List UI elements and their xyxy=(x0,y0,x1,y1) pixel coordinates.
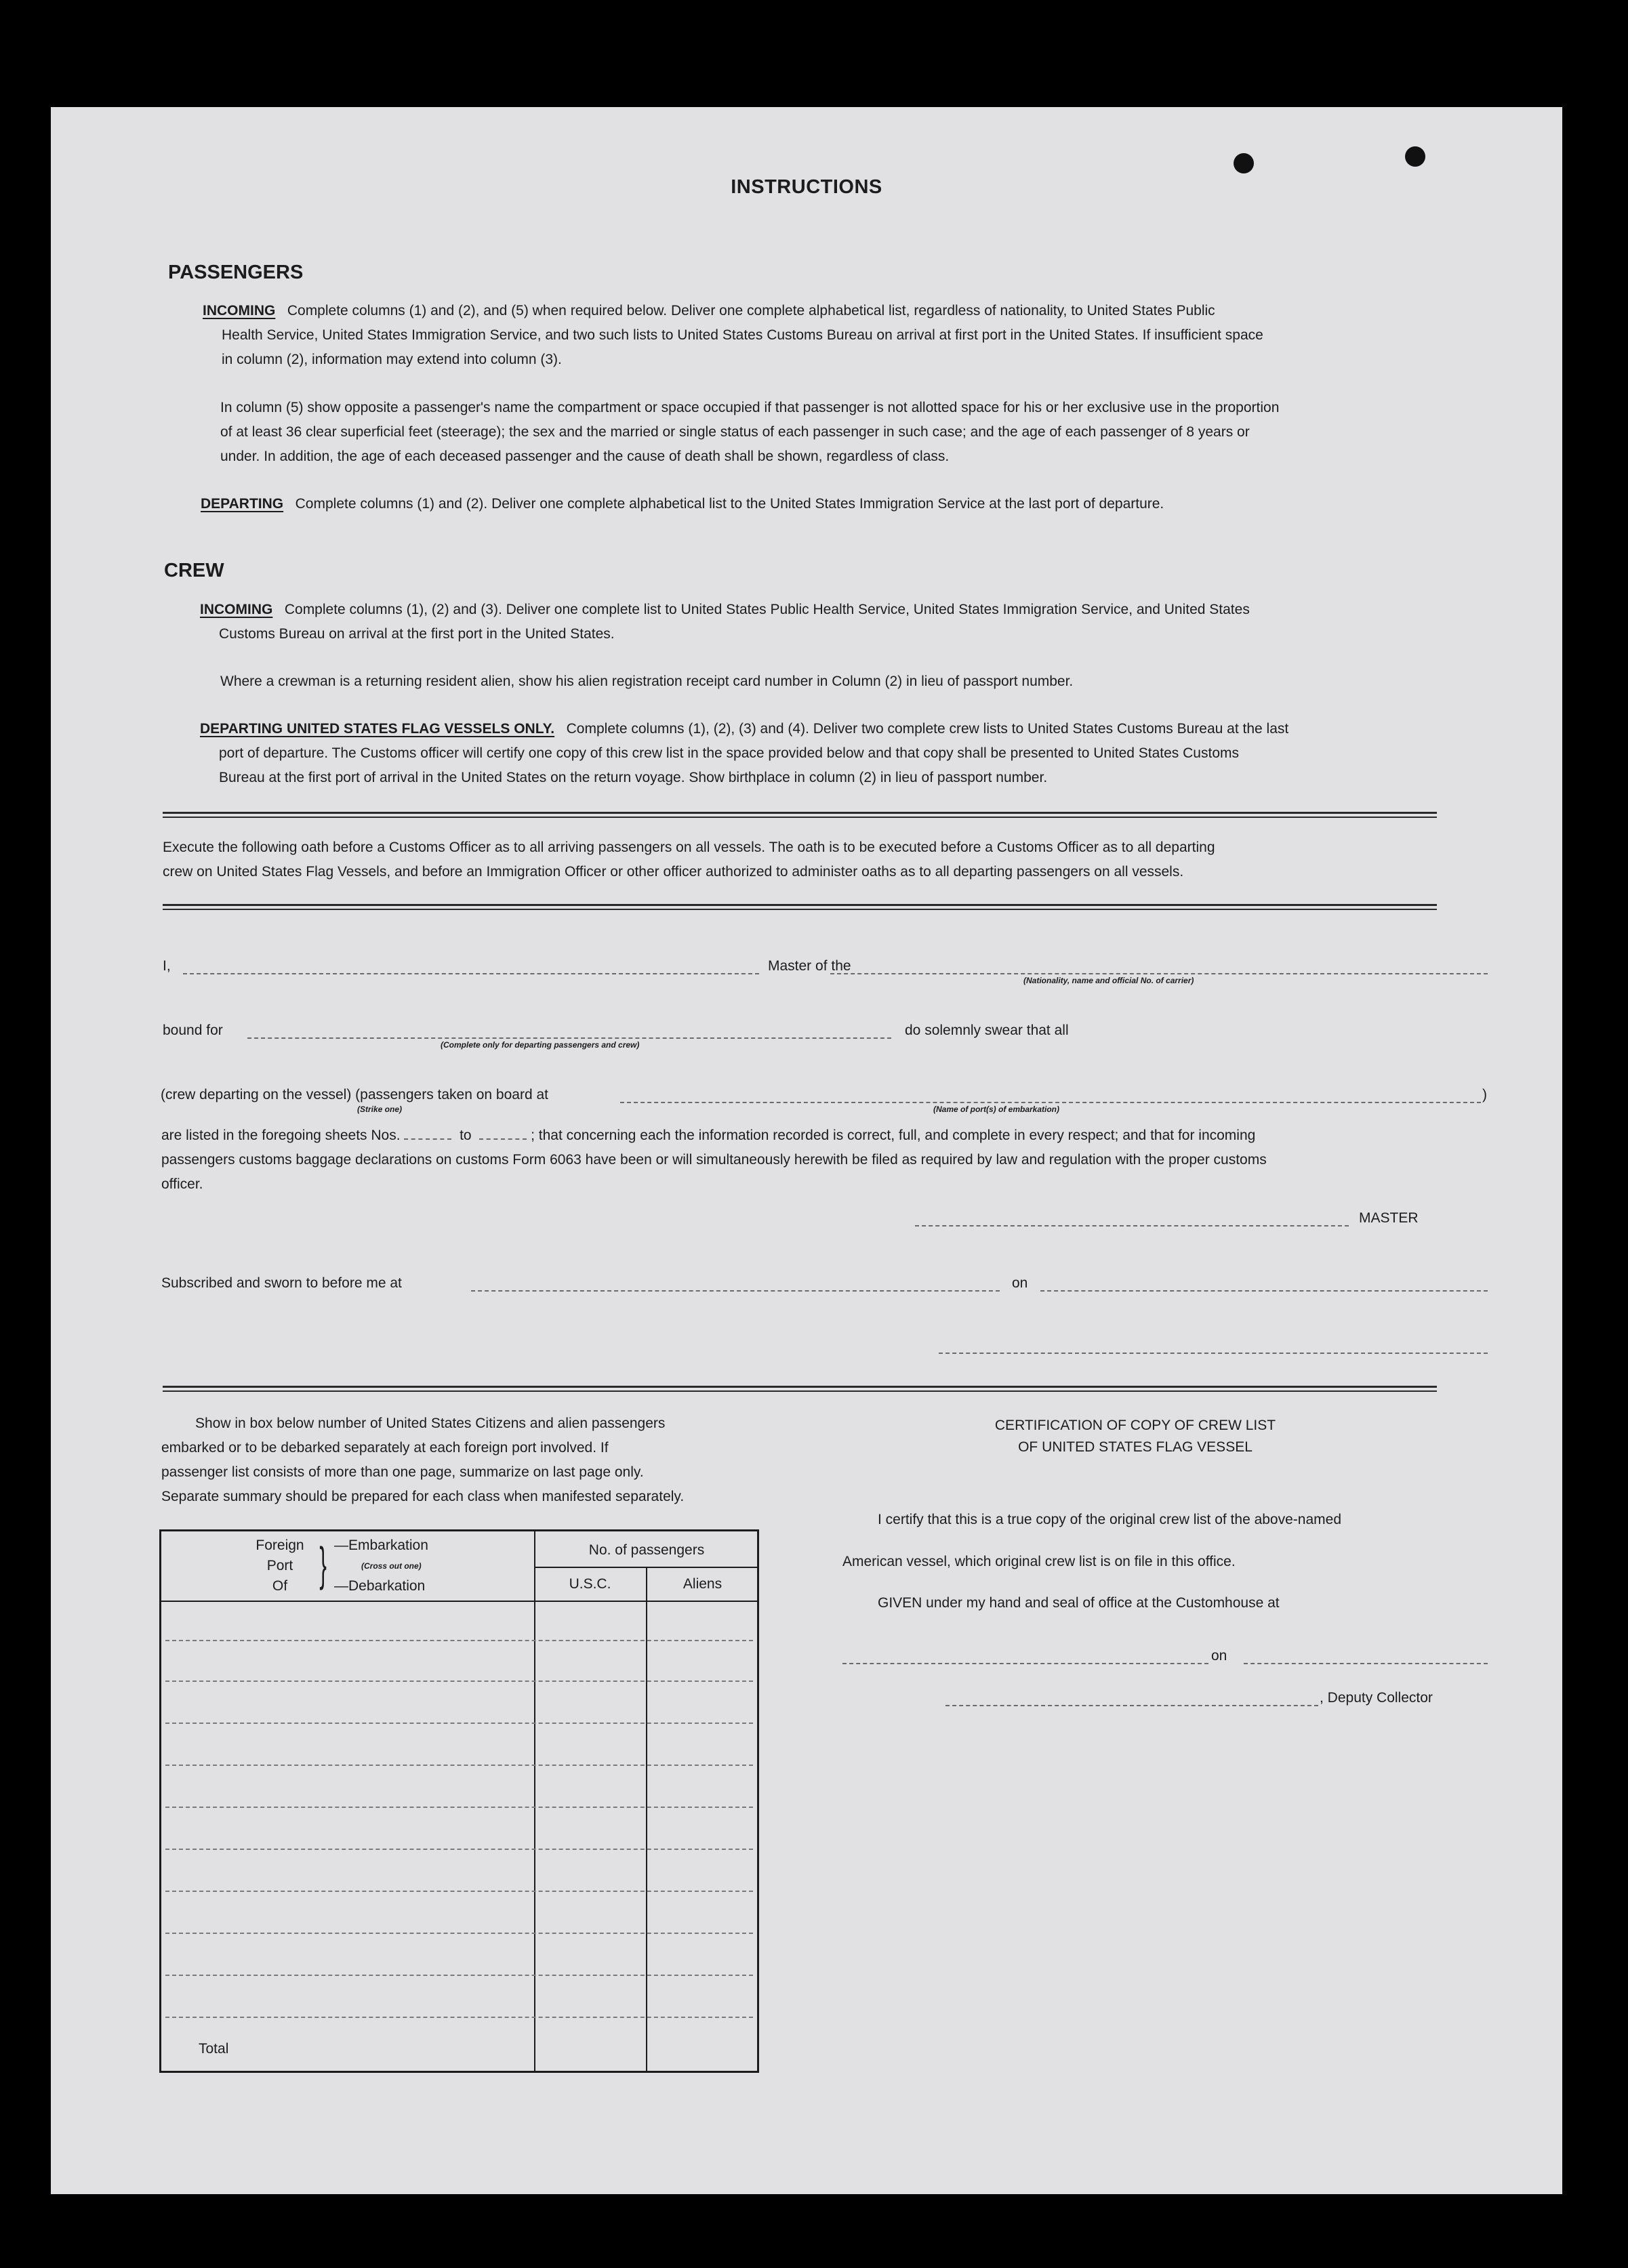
bracket-icon: } xyxy=(319,1538,327,1590)
sheet-to-field[interactable] xyxy=(479,1138,527,1140)
header-divider xyxy=(534,1567,757,1568)
crew-heading: CREW xyxy=(164,560,224,581)
header-bottom-line xyxy=(161,1601,757,1602)
crew-incoming-block xyxy=(200,598,1488,646)
passenger-summary-table xyxy=(159,1529,759,2073)
crew-alien-text: Where a crewman is a returning resident alien, show his alien registration receipt card number in Column (2) in lieu of passport number. xyxy=(220,674,1074,689)
divider xyxy=(163,1386,1437,1392)
deputy-collector-label: , Deputy Collector xyxy=(1320,1690,1433,1706)
master-name-field[interactable] xyxy=(183,973,759,974)
crew-departing-label: DEPARTING UNITED STATES FLAG VESSELS ONLY. xyxy=(200,721,555,737)
foreign-port-of-label xyxy=(249,1535,310,1596)
passengers-incoming-line2: Health Service, United States Immigration Service, and two such lists to United States Customs Bureau on arrival at first port in the United States. If insufficient space xyxy=(222,327,1263,343)
column5-line1: In column (5) show opposite a passenger's name the compartment or space occupied if that passenger is not allotted space for his or her exclusive use in the proportion xyxy=(220,400,1280,415)
table-row[interactable] xyxy=(165,1681,753,1682)
passengers-departing-text: Complete columns (1) and (2). Deliver one complete alphabetical list to the United States Immigration Service at the last port of departure. xyxy=(295,496,1164,512)
debarkation-label: —Debarkation xyxy=(334,1578,426,1594)
certification-title-line2: OF UNITED STATES FLAG VESSEL xyxy=(1018,1439,1253,1455)
passengers-incoming-label: INCOMING xyxy=(203,303,276,318)
sheet-from-field[interactable] xyxy=(404,1138,451,1140)
table-row[interactable] xyxy=(165,1975,753,1976)
column5-line3: under. In addition, the age of each deceased passenger and the cause of death shall be shown, regardless of class. xyxy=(220,449,950,464)
certification-title-line1: CERTIFICATION OF COPY OF CREW LIST xyxy=(994,1418,1276,1433)
port-note: (Name of port(s) of embarkation) xyxy=(933,1105,1060,1114)
passengers-departing-block xyxy=(201,492,1488,516)
listed-block xyxy=(161,1123,1490,1197)
certification-date-field[interactable] xyxy=(1244,1663,1488,1664)
divider xyxy=(163,812,1437,818)
embark-debark-labels xyxy=(334,1535,428,1596)
port-label: Port xyxy=(266,1558,293,1573)
summary-line2: embarked or to be debarked separately at each foreign port involved. If xyxy=(161,1440,609,1456)
table-row[interactable] xyxy=(165,1849,753,1850)
carrier-note: (Nationality, name and official No. of carrier) xyxy=(1023,976,1194,985)
oath-instructions-line2: crew on United States Flag Vessels, and before an Immigration Officer or other officer authorized to administer oaths as to all departing passengers on all vessels. xyxy=(163,864,1184,880)
summary-line4: Separate summary should be prepared for each class when manifested separately. xyxy=(161,1489,685,1504)
embarkation-port-field[interactable] xyxy=(620,1102,1481,1103)
table-row[interactable] xyxy=(165,1807,753,1808)
certify-line2: American vessel, which original crew list is on file in this office. xyxy=(842,1554,1236,1569)
oath-instructions xyxy=(163,836,1450,884)
passengers-heading: PASSENGERS xyxy=(168,262,304,283)
swear-text: do solemnly swear that all xyxy=(905,1023,1069,1038)
page-title: INSTRUCTIONS xyxy=(731,176,882,198)
certify-line1: I certify that this is a true copy of the original crew list of the above-named xyxy=(878,1512,1341,1527)
no-passengers-header: No. of passengers xyxy=(588,1542,705,1558)
listed-text-a: are listed in the foregoing sheets Nos. xyxy=(161,1128,401,1143)
strike-one-note: (Strike one) xyxy=(357,1105,403,1114)
listed-text-b: ; that concerning each the information recorded is correct, full, and complete in every respect; and that for incoming xyxy=(531,1128,1256,1143)
oath-i-label: I, xyxy=(163,958,171,974)
carrier-field[interactable] xyxy=(830,973,1488,974)
master-of-the-label: Master of the xyxy=(768,958,851,974)
summary-line3: passenger list consists of more than one page, summarize on last page only. xyxy=(161,1464,644,1480)
master-label: MASTER xyxy=(1359,1210,1419,1226)
bound-for-label: bound for xyxy=(163,1023,223,1038)
master-signature-field[interactable] xyxy=(915,1225,1349,1226)
sworn-place-field[interactable] xyxy=(471,1290,1000,1292)
certification-title xyxy=(830,1415,1440,1458)
table-row[interactable] xyxy=(165,1765,753,1766)
column-divider xyxy=(646,1567,647,2071)
officer-signature-field[interactable] xyxy=(939,1353,1488,1354)
table-row[interactable] xyxy=(165,2017,753,2018)
customhouse-field[interactable] xyxy=(842,1663,1208,1664)
table-row[interactable] xyxy=(165,1640,753,1641)
foreign-label: Foreign xyxy=(256,1538,304,1553)
usc-header: U.S.C. xyxy=(569,1576,611,1592)
table-row[interactable] xyxy=(165,1723,753,1724)
table-row[interactable] xyxy=(165,1891,753,1892)
punch-hole xyxy=(1234,153,1254,173)
to-label: to xyxy=(460,1128,472,1143)
given-text: GIVEN under my hand and seal of office at the Customhouse at xyxy=(878,1595,1280,1611)
bound-for-note: (Complete only for departing passengers and crew) xyxy=(441,1040,640,1050)
column5-line2: of at least 36 clear superficial feet (steerage); the sex and the married or single status of each passenger in such case; and the age of each passenger of 8 years or xyxy=(220,424,1250,440)
column-divider xyxy=(534,1531,535,2071)
of-label: Of xyxy=(272,1578,288,1594)
table-row[interactable] xyxy=(165,1933,753,1934)
passengers-column5-block xyxy=(220,396,1494,469)
summary-line1: Show in box below number of United States Citizens and alien passengers xyxy=(195,1416,666,1431)
total-label: Total xyxy=(199,2041,229,2057)
passengers-incoming-block xyxy=(203,299,1490,372)
crew-departing-text: (crew departing on the vessel) (passengers taken on board at xyxy=(161,1087,548,1102)
passengers-incoming-line3: in column (2), information may extend into column (3). xyxy=(222,352,562,367)
crew-departing-line3: Bureau at the first port of arrival in the United States on the return voyage. Show birthplace in column (2) in lieu of passport number. xyxy=(219,770,1048,785)
subscribed-label: Subscribed and sworn to before me at xyxy=(161,1275,402,1291)
certification-on-label: on xyxy=(1211,1648,1227,1664)
crew-incoming-line1: Complete columns (1), (2) and (3). Deliver one complete list to United States Public Health Service, United States Immigration Service, and United States xyxy=(284,602,1250,617)
listed-line2: passengers customs baggage declarations on customs Form 6063 have been or will simultaneously herewith be filed as required by law and regulation with the proper customs xyxy=(161,1152,1267,1168)
divider xyxy=(163,904,1437,910)
crew-incoming-line2: Customs Bureau on arrival at the first port in the United States. xyxy=(219,626,615,642)
cross-out-note: (Cross out one) xyxy=(361,1561,422,1571)
crew-departing-line2: port of departure. The Customs officer will certify one copy of this crew list in the space provided below and that copy shall be presented to United States Customs xyxy=(219,745,1239,761)
passengers-departing-label: DEPARTING xyxy=(201,496,284,512)
sworn-date-field[interactable] xyxy=(1040,1290,1488,1292)
aliens-header: Aliens xyxy=(683,1576,723,1592)
close-paren: ) xyxy=(1482,1087,1487,1102)
form-page xyxy=(51,107,1562,2194)
summary-instructions xyxy=(161,1411,758,1509)
on-label: on xyxy=(1012,1275,1028,1291)
deputy-signature-field[interactable] xyxy=(945,1705,1318,1706)
crew-incoming-label: INCOMING xyxy=(200,602,273,617)
crew-departing-line1: Complete columns (1), (2), (3) and (4). Deliver two complete crew lists to United States Customs Bureau at the last xyxy=(566,721,1289,737)
listed-line3: officer. xyxy=(161,1176,203,1192)
crew-departing-block xyxy=(200,717,1494,790)
oath-instructions-line1: Execute the following oath before a Customs Officer as to all arriving passengers on all vessels. The oath is to be executed before a Customs Officer as to all departing xyxy=(163,840,1215,855)
punch-hole xyxy=(1405,146,1425,167)
passengers-incoming-line1: Complete columns (1) and (2), and (5) when required below. Deliver one complete alphabetical list, regardless of nationality, to United States Public xyxy=(287,303,1215,318)
bound-for-field[interactable] xyxy=(247,1037,891,1039)
embarkation-label: —Embarkation xyxy=(334,1538,428,1553)
